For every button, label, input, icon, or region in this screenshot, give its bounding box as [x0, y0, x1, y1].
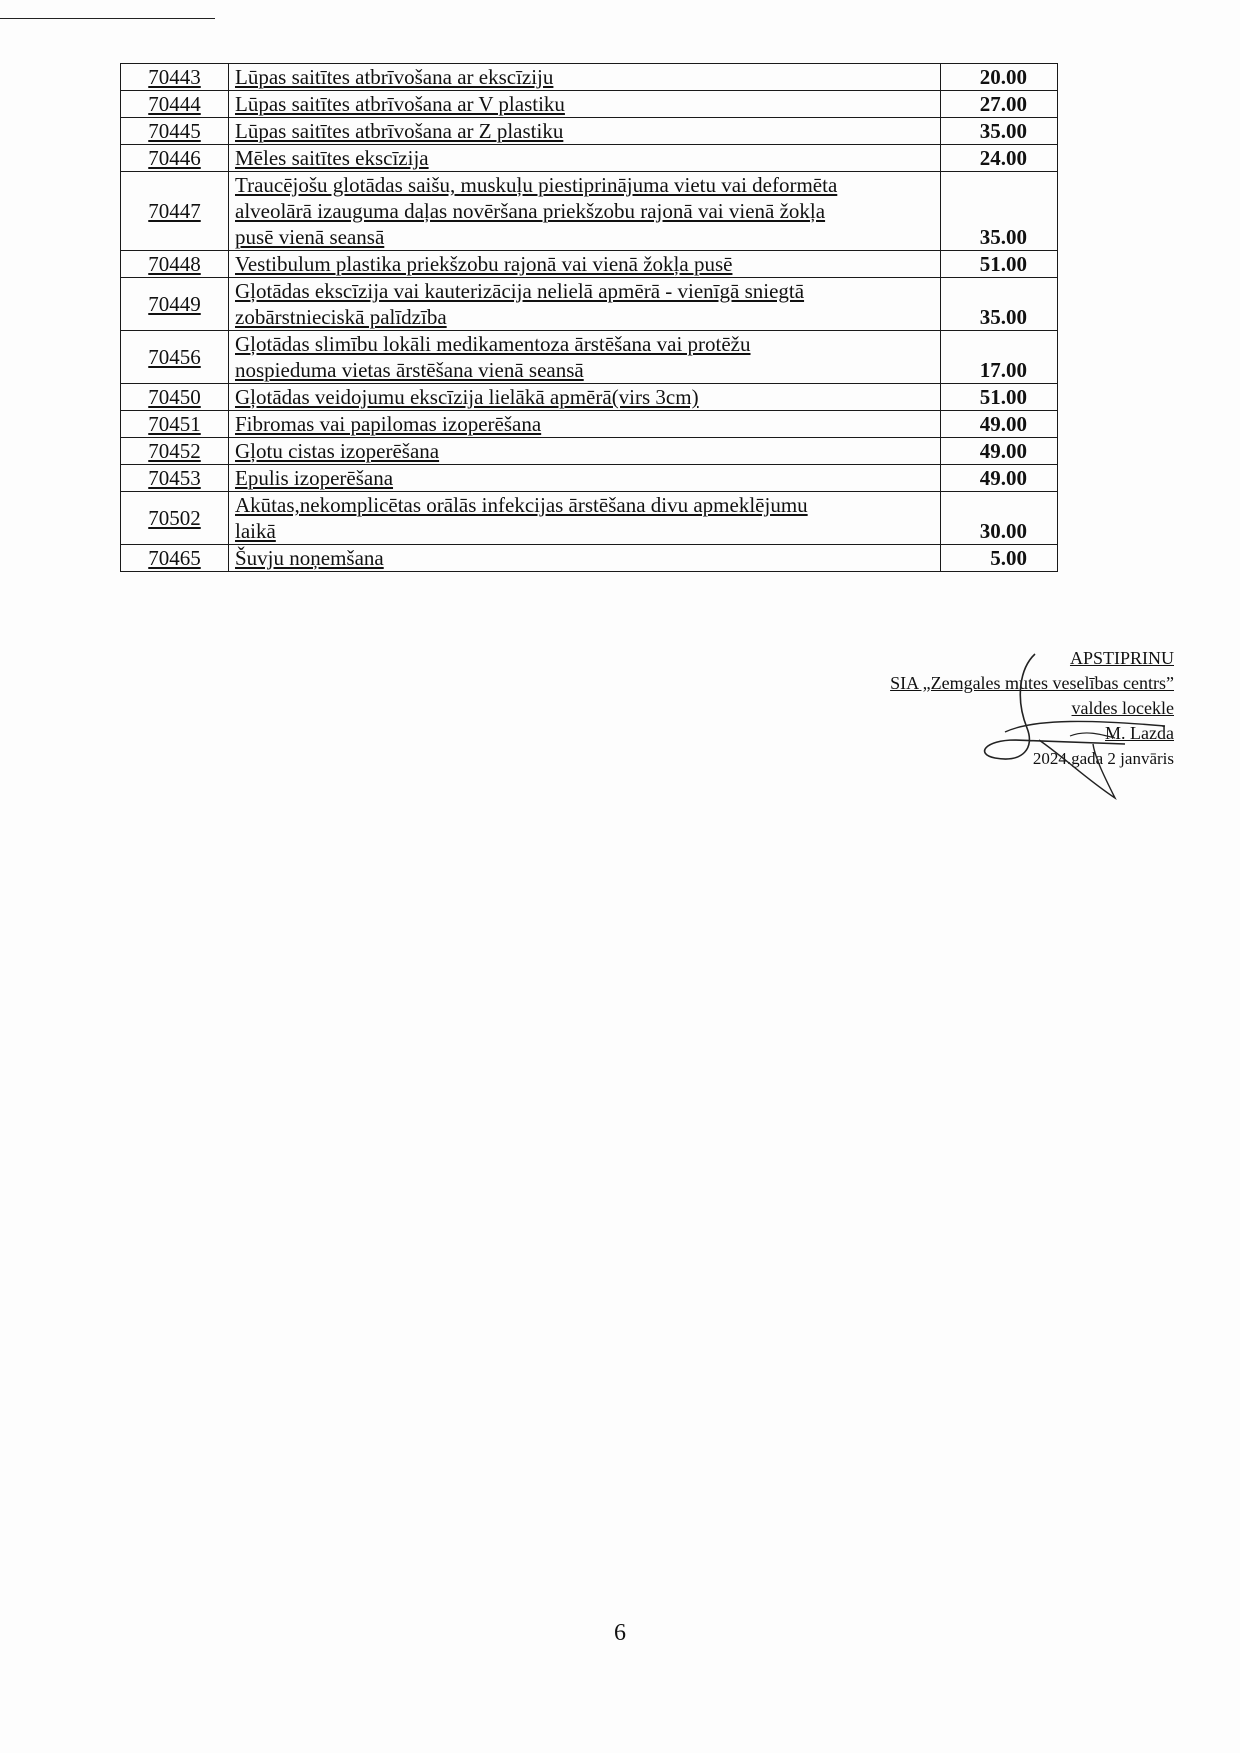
service-price: 20.00: [941, 64, 1058, 91]
approval-heading: APSTIPRINU: [1069, 648, 1174, 668]
service-price: 17.00: [941, 331, 1058, 384]
approval-name: M. Lazda: [1105, 723, 1174, 743]
description-line: nospieduma vietas ārstēšana vienā seansā: [235, 358, 584, 382]
handwritten-signature: [975, 648, 1175, 808]
table-row: [121, 251, 1058, 278]
table-row: [121, 91, 1058, 118]
service-description: [229, 278, 941, 331]
approval-role: valdes locekle: [1071, 698, 1174, 718]
service-description: [229, 118, 941, 145]
description-line: Fibromas vai papilomas izoperēšana: [235, 412, 542, 436]
description-line: Gļotādas ekscīzija vai kauterizācija nelielā apmērā - vienīgā sniegtā: [235, 279, 805, 303]
description-line: Mēles saitītes ekscīzija: [235, 146, 429, 170]
service-description: [229, 172, 941, 251]
service-price: 30.00: [941, 492, 1058, 545]
description-line: Traucējošu glotādas saišu, muskuļu piestiprinājuma vietu vai deformēta: [235, 173, 838, 197]
service-code: 70446: [121, 145, 229, 172]
service-description: [229, 438, 941, 465]
approval-date: 2024.gada 2 janvāris: [1032, 749, 1174, 768]
service-price: 49.00: [941, 465, 1058, 492]
service-code: 70445: [121, 118, 229, 145]
price-table-body: [121, 64, 1058, 572]
table-row: [121, 172, 1058, 251]
table-row: [121, 145, 1058, 172]
price-table: [120, 63, 1058, 572]
service-price: 35.00: [941, 278, 1058, 331]
description-line: Lūpas saitītes atbrīvošana ar Z plastiku: [235, 119, 564, 143]
service-description: [229, 465, 941, 492]
table-row: [121, 411, 1058, 438]
service-code: 70456: [121, 331, 229, 384]
description-line: Gļotādas slimību lokāli medikamentoza ārstēšana vai protēžu: [235, 332, 751, 356]
description-line: Vestibulum plastika priekšzobu rajonā vai vienā žokļa pusē: [235, 252, 733, 276]
page-number: 6: [614, 1620, 626, 1646]
table-row: [121, 438, 1058, 465]
service-code: 70450: [121, 384, 229, 411]
service-price: 35.00: [941, 172, 1058, 251]
service-description: [229, 64, 941, 91]
table-row: [121, 278, 1058, 331]
service-code: 70453: [121, 465, 229, 492]
service-description: [229, 545, 941, 572]
service-code: 70452: [121, 438, 229, 465]
service-code: 70465: [121, 545, 229, 572]
service-description: [229, 411, 941, 438]
description-line: Gļotu cistas izoperēšana: [235, 439, 440, 463]
table-row: [121, 64, 1058, 91]
service-price: 49.00: [941, 411, 1058, 438]
approval-company: SIA „Zemgales mutes veselības centrs”: [890, 673, 1174, 693]
description-line: Akūtas,nekomplicētas orālās infekcijas ārstēšana divu apmeklējumu: [235, 493, 808, 517]
top-rule: [0, 18, 215, 19]
table-row: [121, 331, 1058, 384]
description-line: Lūpas saitītes atbrīvošana ar ekscīziju: [235, 65, 554, 89]
service-price: 5.00: [941, 545, 1058, 572]
description-line: Epulis izoperēšana: [235, 466, 394, 490]
service-code: 70451: [121, 411, 229, 438]
table-row: [121, 492, 1058, 545]
service-price: 49.00: [941, 438, 1058, 465]
description-line: Gļotādas veidojumu ekscīzija lielākā apmērā(virs 3cm): [235, 385, 699, 409]
service-price: 24.00: [941, 145, 1058, 172]
service-code: 70449: [121, 278, 229, 331]
description-line: pusē vienā seansā: [235, 225, 385, 249]
table-row: [121, 545, 1058, 572]
description-line: zobārstnieciskā palīdzība: [235, 305, 447, 329]
service-code: 70502: [121, 492, 229, 545]
table-row: [121, 384, 1058, 411]
description-line: Lūpas saitītes atbrīvošana ar V plastiku: [235, 92, 565, 116]
description-line: alveolārā izauguma daļas novēršana priekšzobu rajonā vai vienā žokļa: [235, 199, 826, 223]
service-description: [229, 331, 941, 384]
description-line: Šuvju noņemšana: [235, 546, 384, 570]
service-price: 51.00: [941, 384, 1058, 411]
service-code: 70443: [121, 64, 229, 91]
service-price: 51.00: [941, 251, 1058, 278]
description-line: laikā: [235, 519, 276, 543]
service-code: 70448: [121, 251, 229, 278]
service-description: [229, 91, 941, 118]
service-description: [229, 145, 941, 172]
service-code: 70444: [121, 91, 229, 118]
table-row: [121, 118, 1058, 145]
service-description: [229, 384, 941, 411]
table-row: [121, 465, 1058, 492]
service-description: [229, 492, 941, 545]
service-price: 27.00: [941, 91, 1058, 118]
service-code: 70447: [121, 172, 229, 251]
service-description: [229, 251, 941, 278]
service-price: 35.00: [941, 118, 1058, 145]
